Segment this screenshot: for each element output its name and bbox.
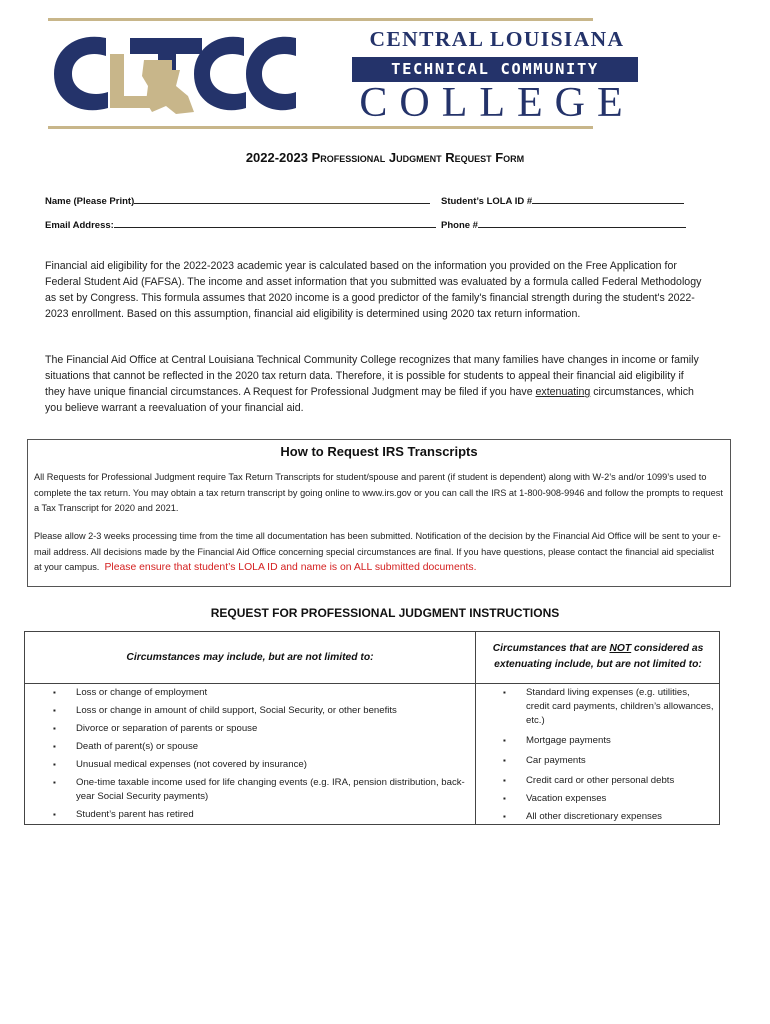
bullet-icon: ▪ (503, 794, 506, 803)
irs-transcripts-box (27, 439, 731, 587)
lola-id-field[interactable] (441, 193, 684, 207)
bullet-icon: ▪ (53, 760, 56, 769)
intro-paragraph-1: Financial aid eligibility for the 2022-2023 academic year is calculated based on the information you provided on the Free Application for Federal Student Aid (FAFSA). The income and asset information that you submitted was evaluated by a formula called Federal Methodology as set by Congress. This formula assumes that 2020 income is a good predictor of the family's financial strength during the student's 2022-2023 enrollment. Based on this assumption, financial aid eligibility is determined using 2020 tax return information. (45, 260, 702, 320)
list-item (53, 776, 468, 804)
bullet-icon: ▪ (503, 736, 506, 745)
instructions-title: REQUEST FOR PROFESSIONAL JUDGMENT INSTRUCTIONS (210, 606, 560, 620)
included-circumstances-header: Circumstances may include, but are not limited to: (126, 652, 374, 663)
intro-p2-text: The Financial Aid Office at Central Louisiana Technical Community College recognizes that many families have changes in income or family situations that cannot be reflected in the 2020 tax return data. Therefore, it is possible for students to appeal their financial aid eligibility if they have unique financial circumstances. A Request for Professional Judgment may be filed if you have (45, 354, 699, 398)
table-divider-horizontal (25, 683, 719, 684)
logo-text-technical-community: TECHNICAL COMMUNITY (352, 57, 638, 82)
bullet-icon: ▪ (503, 756, 506, 765)
list-item-text: One-time taxable income used for life changing events (e.g. IRA, pension distribution, back-year Social Security payments) (76, 777, 465, 802)
intro-paragraph-2 (45, 352, 705, 416)
bullet-icon: ▪ (503, 688, 506, 697)
list-item (53, 704, 468, 718)
list-item (53, 758, 468, 772)
form-title-year: 2022-2023 (245, 150, 308, 165)
bullet-icon: ▪ (53, 778, 56, 787)
college-logo (48, 18, 635, 130)
bullet-icon: ▪ (53, 688, 56, 697)
email-field[interactable] (45, 217, 436, 231)
list-item-text: Credit card or other personal debts (526, 775, 675, 786)
list-item (503, 810, 715, 824)
lola-id-warning: Please ensure that student’s LOLA ID and name is on ALL submitted documents. (104, 562, 477, 573)
list-item-text: Divorce or separation of parents or spouse (76, 723, 258, 734)
lola-id-label: Student’s LOLA ID # (441, 196, 533, 207)
list-item-text: All other discretionary expenses (526, 811, 662, 822)
lola-id-blank-line[interactable] (532, 193, 684, 204)
list-item-text: Death of parent(s) or spouse (76, 741, 199, 752)
list-item (503, 734, 715, 748)
list-item-text: Unusual medical expenses (not covered by insurance) (76, 759, 307, 770)
list-item-text: Loss or change in amount of child support, Social Security, or other benefits (76, 705, 397, 716)
excluded-header-not: NOT (609, 643, 632, 654)
list-item (53, 722, 468, 736)
logo-letter-c1 (54, 37, 108, 110)
email-blank-line[interactable] (114, 217, 436, 228)
list-item (53, 808, 468, 822)
list-item (503, 686, 715, 728)
form-title (0, 150, 770, 165)
list-item-text: Loss or change of employment (76, 687, 208, 698)
louisiana-state-icon (142, 60, 194, 114)
logo-letter-c3 (246, 37, 296, 110)
logo-rule-bottom (48, 126, 593, 129)
irs-paragraph-1: All Requests for Professional Judgment require Tax Return Transcripts for student/spouse and parent (if student is dependent) along with W-2’s and/or 1099’s used to complete the tax return. You may obtain a tax return transcript by going online to www.irs.gov or you can call the IRS at 1-800-908-9946 and follow the prompts to request a Tax Transcript for 2020 and 2021. (34, 472, 723, 513)
list-item-text: Vacation expenses (526, 793, 607, 804)
phone-field[interactable] (441, 217, 686, 231)
logo-rule-top (48, 18, 593, 21)
list-item (53, 740, 468, 754)
logo-text-college: COLLEGE (359, 80, 635, 126)
list-item (53, 686, 468, 700)
phone-label: Phone # (441, 220, 478, 231)
bullet-icon: ▪ (53, 810, 56, 819)
email-label: Email Address: (45, 220, 114, 231)
bullet-icon: ▪ (53, 742, 56, 751)
intro-p2-underlined: extenuating (535, 386, 591, 398)
name-label: Name (Please Print) (45, 196, 135, 207)
list-item-text: Student’s parent has retired (76, 809, 194, 820)
list-item-text: Standard living expenses (e.g. utilities, credit card payments, children’s allowances, etc.) (526, 687, 714, 726)
irs-box-title: How to Request IRS Transcripts (280, 444, 478, 459)
circumstances-table (24, 631, 720, 825)
bullet-icon: ▪ (53, 724, 56, 733)
name-field[interactable] (45, 193, 430, 207)
irs-p2-text: Please allow 2-3 weeks processing time from the time all documentation has been submitted. Notification of the decision by the Financial Aid Office will be sent to your e-mail address. All decisions made by the Financial Aid Office concerning special circumstances are final. If you have questions, please contact the financial aid specialist at your campus. (34, 531, 721, 572)
name-blank-line[interactable] (134, 193, 430, 204)
included-circumstances-list (53, 686, 468, 826)
cltcc-logo-mark (48, 26, 298, 122)
list-item (503, 774, 715, 788)
bullet-icon: ▪ (503, 776, 506, 785)
bullet-icon: ▪ (503, 812, 506, 821)
intro-p2-tail: circumstances, which you believe warrant a reevaluation of your financial aid. (45, 386, 694, 414)
irs-paragraph-2 (34, 529, 724, 576)
logo-text-central-louisiana: CENTRAL LOUISIANA (369, 27, 625, 51)
excluded-header-post: considered as extenuating include, but are not limited to: (494, 643, 704, 670)
excluded-circumstances-list (503, 686, 715, 828)
list-item (503, 754, 715, 768)
phone-blank-line[interactable] (478, 217, 686, 228)
list-item-text: Mortgage payments (526, 735, 611, 746)
list-item-text: Car payments (526, 755, 586, 766)
bullet-icon: ▪ (53, 706, 56, 715)
form-title-text: Professional Judgment Request Form (311, 150, 525, 165)
list-item (503, 792, 715, 806)
excluded-circumstances-header (476, 641, 720, 673)
excluded-header-pre: Circumstances that are (492, 643, 610, 654)
